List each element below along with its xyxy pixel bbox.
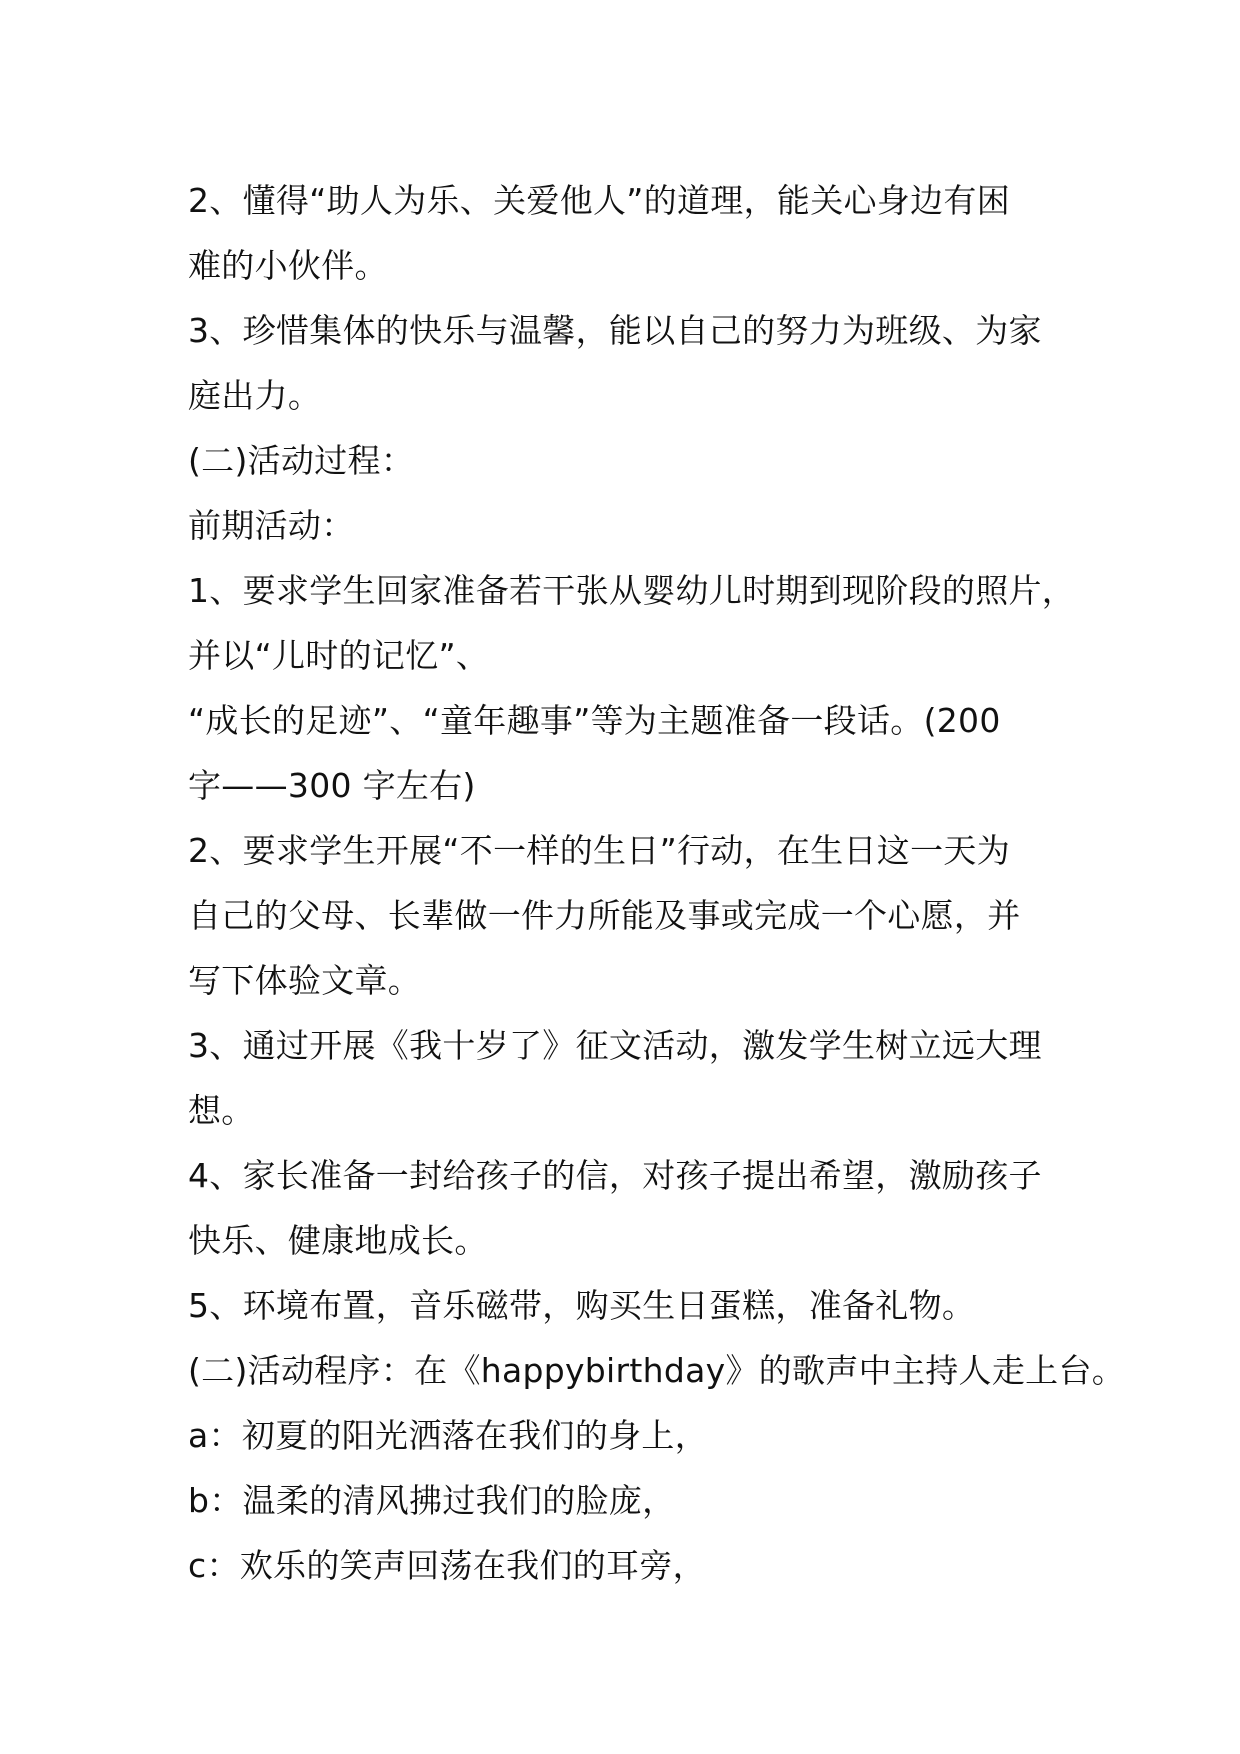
text-line: 3、珍惜集体的快乐与温馨，能以自己的努力为班级、为家 — [188, 311, 1042, 350]
section-heading: (二)活动程序：在《happybirthday》的歌声中主持人走上台。 — [188, 1351, 1126, 1390]
section-heading: (二)活动过程： — [188, 441, 415, 480]
text-line: 想。 — [188, 1091, 255, 1130]
text-line: 2、懂得“助人为乐、关爱他人”的道理，能关心身边有困 — [188, 181, 1010, 220]
dialogue-line: b：温柔的清风拂过我们的脸庞， — [188, 1481, 676, 1520]
text-line: 2、要求学生开展“不一样的生日”行动，在生日这一天为 — [188, 831, 1010, 870]
text-line: 并以“儿时的记忆”、 — [188, 636, 490, 675]
text-line: 难的小伙伴。 — [188, 246, 388, 285]
text-line: 写下体验文章。 — [188, 961, 422, 1000]
text-line: 字——300 字左右) — [188, 766, 476, 805]
document-body — [188, 168, 1126, 1598]
text-line: 4、家长准备一封给孩子的信，对孩子提出希望，激励孩子 — [188, 1156, 1042, 1195]
text-line: 1、要求学生回家准备若干张从婴幼儿时期到现阶段的照片， — [188, 571, 1076, 610]
dialogue-line: a：初夏的阳光洒落在我们的身上， — [188, 1416, 709, 1455]
subheading: 前期活动： — [188, 506, 355, 545]
text-line: 5、环境布置，音乐磁带，购买生日蛋糕，准备礼物。 — [188, 1286, 976, 1325]
text-line: 快乐、健康地成长。 — [188, 1221, 488, 1260]
text-line: 庭出力。 — [188, 376, 322, 415]
text-line: 3、通过开展《我十岁了》征文活动，激发学生树立远大理 — [188, 1026, 1042, 1065]
text-line: “成长的足迹”、“童年趣事”等为主题准备一段话。(200 — [188, 701, 1001, 740]
dialogue-line: c：欢乐的笑声回荡在我们的耳旁， — [188, 1546, 706, 1585]
text-line: 自己的父母、长辈做一件力所能及事或完成一个心愿，并 — [188, 896, 1021, 935]
